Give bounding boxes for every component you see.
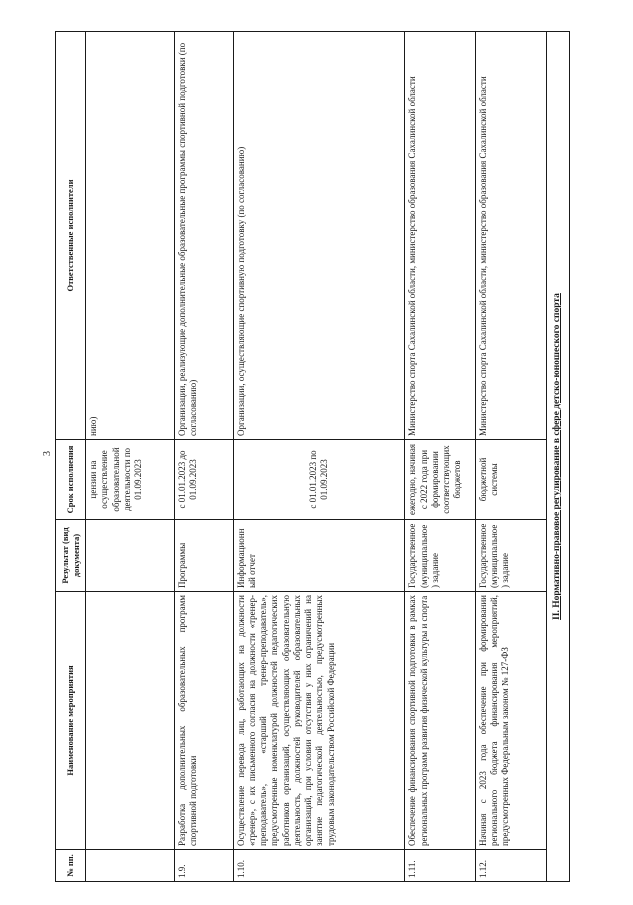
row-responsible: Организации, осуществляющие спортивную подготовку (по согласованию) [233,32,405,440]
row-responsible: Министерство спорта Сахалинской области, министерство образования Сахалинской области [405,32,476,440]
header-responsible: Ответственные исполнители [56,32,86,440]
row-responsible: нию) [86,32,175,440]
header-deadline: Срок исполнения [56,440,86,520]
row-responsible: Министерство спорта Сахалинской области, министерство образования Сахалинской области [475,32,546,440]
section-title: II. Нормативно-правовое регулирование в сфере детско-юношеского спорта [546,32,569,882]
row-num: 1.10. [233,850,405,882]
table-row [475,32,546,882]
measures-table [55,31,570,882]
row-name: Разработка дополнительных образовательных программ спортивной подготовки [174,592,233,850]
row-result: Государственное (муниципальное) задание [475,520,546,592]
row-num: 1.12. [475,850,546,882]
row-deadline: цензии на осуществление образовательной деятельности по 01.09.2023 [86,440,175,520]
header-num: № пп. [56,850,86,882]
table-row [233,32,405,882]
row-deadline: с 01.01.2023 по 01.09.2023 [233,440,405,520]
row-deadline: ежегодно, начиная с 2022 года при формировании соответствующих бюджетов [405,440,476,520]
row-responsible: Организации, реализующие дополнительные образовательные программы спортивной подготовки (по согласованию) [174,32,233,440]
row-name: Начиная с 2023 года обеспечение при формировании регионального бюджета финансирования мероприятий, предусмотренных Федеральным законом № 127-ФЗ [475,592,546,850]
row-result: Информационный отчет [233,520,405,592]
row-num: 1.9. [174,850,233,882]
table-header-row [56,32,86,882]
table-row [405,32,476,882]
row-result: Программы [174,520,233,592]
page-number: 3 [42,451,53,456]
row-deadline: с 01.01.2023 до 01.09.2023 [174,440,233,520]
row-num: 1.11. [405,850,476,882]
header-name: Наименование мероприятия [56,592,86,850]
row-name: Обеспечение финансирования спортивной подготовки в рамках региональных программ развития физической культуры и спорта [405,592,476,850]
row-name: Осуществление перевода лиц, работающих на должности «тренер», с их письменного согласия на должности «тренер-преподаватель», «старший тренер-преподаватель», предусмотренные номенклатурой должностей педагогических работников организаций, осуществляющих образовательную деятельность, должностей руководителей образовательных организаций, при условии отсутствия у них ограничений на занятие педагогической деятельностью, предусмотренных трудовым законодательством Российской Федерации [233,592,405,850]
row-result: Государственное (муниципальное) задание [405,520,476,592]
row-name [86,592,175,850]
section-row [546,32,569,882]
row-deadline: бюджетной системы [475,440,546,520]
table-row [86,32,175,882]
rotated-table-container [55,32,570,882]
row-num [86,850,175,882]
header-result: Результат (вид документа) [56,520,86,592]
table-row [174,32,233,882]
row-result [86,520,175,592]
